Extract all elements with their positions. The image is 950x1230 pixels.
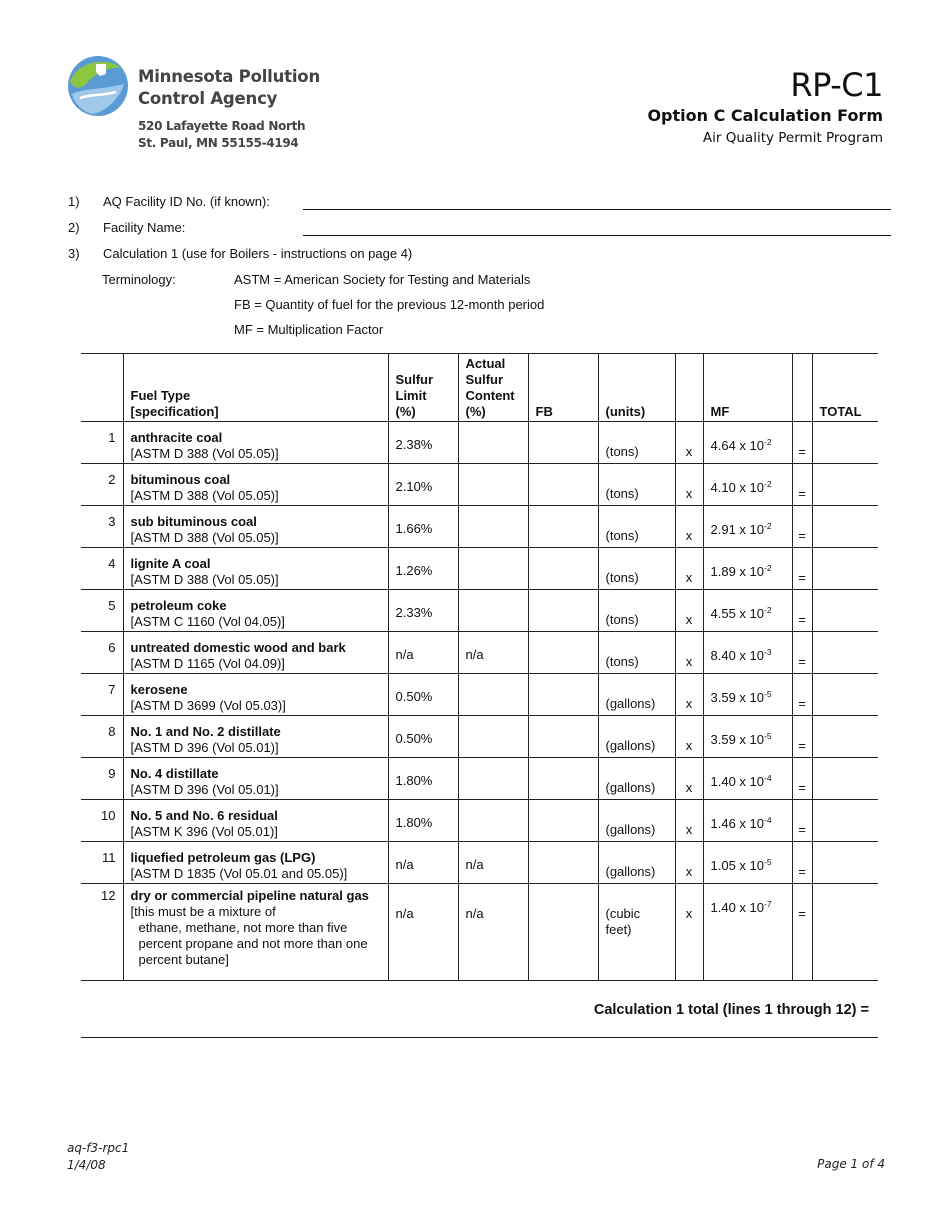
mf-exponent: -3 <box>764 647 772 657</box>
terminology-item: FB = Quantity of fuel for the previous 12-month period <box>234 297 545 312</box>
question-number: 3) <box>68 246 80 261</box>
total-input[interactable] <box>812 674 878 716</box>
equals-symbol: = <box>792 506 812 548</box>
units-cell: (tons) <box>598 464 675 506</box>
header-fuel-type <box>123 354 388 422</box>
fuel-type-cell <box>123 674 388 716</box>
facility-id-field[interactable] <box>303 209 891 210</box>
equals-symbol: = <box>792 422 812 464</box>
units-cell: (gallons) <box>598 716 675 758</box>
header-actual-sulfur <box>458 354 528 422</box>
footer-code: aq-f3-rpc1 <box>67 1141 130 1155</box>
header-total: TOTAL <box>812 354 878 422</box>
header-text: (%) <box>395 404 416 419</box>
total-input[interactable] <box>812 632 878 674</box>
units-cell: (tons) <box>598 548 675 590</box>
fuel-spec: [ASTM D 1835 (Vol 05.01 and 05.05)] <box>130 866 348 881</box>
times-symbol: x <box>675 422 703 464</box>
sulfur-limit-cell: 2.38% <box>388 422 458 464</box>
fuel-type-cell <box>123 464 388 506</box>
header-equals <box>792 354 812 422</box>
mf-base: 1.40 x 10 <box>710 774 764 789</box>
fuel-type-cell <box>123 632 388 674</box>
fb-input[interactable] <box>528 506 598 548</box>
mf-cell <box>703 758 792 800</box>
mf-exponent: -4 <box>764 773 772 783</box>
fuel-spec: [this must be a mixture of <box>130 904 276 919</box>
times-symbol: x <box>675 842 703 884</box>
fuel-calculation-table <box>81 353 878 981</box>
times-symbol: x <box>675 590 703 632</box>
mf-base: 2.91 x 10 <box>710 522 764 537</box>
equals-symbol: = <box>792 548 812 590</box>
units-line: (cubic <box>605 906 641 921</box>
sulfur-limit-cell: 1.66% <box>388 506 458 548</box>
fuel-spec-detail: ethane, methane, not more than five percent propane and not more than one percent butane] <box>138 920 368 967</box>
mf-exponent: -5 <box>764 731 772 741</box>
row-number: 6 <box>81 632 123 674</box>
mf-base: 4.64 x 10 <box>710 438 764 453</box>
footer-form-code <box>67 1140 129 1174</box>
times-symbol: x <box>675 548 703 590</box>
fuel-spec: [ASTM D 3699 (Vol 05.03)] <box>130 698 286 713</box>
total-input[interactable] <box>812 842 878 884</box>
fuel-name: petroleum coke <box>130 598 227 613</box>
actual-sulfur-input[interactable] <box>458 506 528 548</box>
units-cell: (tons) <box>598 632 675 674</box>
total-input[interactable] <box>812 758 878 800</box>
fuel-spec: [ASTM D 388 (Vol 05.05)] <box>130 488 279 503</box>
mf-cell <box>703 506 792 548</box>
row-number: 9 <box>81 758 123 800</box>
sulfur-limit-cell: 1.26% <box>388 548 458 590</box>
mf-exponent: -4 <box>764 815 772 825</box>
actual-sulfur-input[interactable] <box>458 464 528 506</box>
sulfur-limit-cell: 2.33% <box>388 590 458 632</box>
fuel-spec: [ASTM D 388 (Vol 05.05)] <box>130 446 279 461</box>
total-input[interactable] <box>812 590 878 632</box>
fuel-name: sub bituminous coal <box>130 514 257 529</box>
footer-page-number: Page 1 of 4 <box>817 1157 885 1171</box>
times-symbol: x <box>675 716 703 758</box>
units-cell: (tons) <box>598 422 675 464</box>
actual-sulfur-input[interactable] <box>458 674 528 716</box>
fuel-name: anthracite coal <box>130 430 223 445</box>
mf-base: 1.05 x 10 <box>710 858 764 873</box>
table-row <box>81 590 878 632</box>
times-symbol: x <box>675 674 703 716</box>
row-number: 1 <box>81 422 123 464</box>
sulfur-limit-cell: 0.50% <box>388 716 458 758</box>
table-row <box>81 548 878 590</box>
header-text: Sulfur <box>395 372 434 387</box>
fuel-type-cell <box>123 590 388 632</box>
fuel-name: liquefied petroleum gas (LPG) <box>130 850 316 865</box>
mf-exponent: -5 <box>764 857 772 867</box>
agency-logo <box>66 54 326 154</box>
mf-base: 4.55 x 10 <box>710 606 764 621</box>
fuel-name: bituminous coal <box>130 472 231 487</box>
form-id: RP-C1 <box>790 66 883 104</box>
mf-exponent: -2 <box>764 521 772 531</box>
row-number: 2 <box>81 464 123 506</box>
fb-input[interactable] <box>528 758 598 800</box>
fuel-type-cell <box>123 758 388 800</box>
mf-cell <box>703 548 792 590</box>
fuel-type-cell <box>123 716 388 758</box>
row-number: 7 <box>81 674 123 716</box>
times-symbol: x <box>675 800 703 842</box>
mf-base: 8.40 x 10 <box>710 648 764 663</box>
total-input[interactable] <box>812 464 878 506</box>
mf-cell <box>703 842 792 884</box>
units-line: feet) <box>605 922 632 937</box>
sulfur-limit-cell: n/a <box>388 842 458 884</box>
header-text: Actual <box>465 356 506 371</box>
fuel-spec: [ASTM D 396 (Vol 05.01)] <box>130 782 279 797</box>
sulfur-limit-cell: n/a <box>388 884 458 981</box>
table-row <box>81 506 878 548</box>
fuel-name: No. 5 and No. 6 residual <box>130 808 278 823</box>
fb-input[interactable] <box>528 842 598 884</box>
times-symbol: x <box>675 884 703 981</box>
mf-cell <box>703 422 792 464</box>
equals-symbol: = <box>792 800 812 842</box>
fuel-name: untreated domestic wood and bark <box>130 640 346 655</box>
equals-symbol: = <box>792 590 812 632</box>
times-symbol: x <box>675 506 703 548</box>
question-number: 1) <box>68 194 80 209</box>
actual-sulfur-input[interactable] <box>458 422 528 464</box>
fuel-spec: [ASTM D 388 (Vol 05.05)] <box>130 572 279 587</box>
units-cell: (gallons) <box>598 674 675 716</box>
fuel-type-cell <box>123 506 388 548</box>
header-sulfur-limit <box>388 354 458 422</box>
fuel-type-cell <box>123 548 388 590</box>
actual-sulfur-input[interactable] <box>458 800 528 842</box>
question-label: AQ Facility ID No. (if known): <box>103 194 270 209</box>
equals-symbol: = <box>792 674 812 716</box>
terminology-item: MF = Multiplication Factor <box>234 322 384 337</box>
question-label: Facility Name: <box>103 220 186 235</box>
header-fuel-spec-label: [specification] <box>130 404 219 419</box>
header-units: (units) <box>598 354 675 422</box>
units-cell: (tons) <box>598 506 675 548</box>
fb-input[interactable] <box>528 590 598 632</box>
table-row <box>81 464 878 506</box>
table-row <box>81 422 878 464</box>
actual-sulfur-input[interactable] <box>458 548 528 590</box>
equals-symbol: = <box>792 716 812 758</box>
total-input[interactable] <box>812 548 878 590</box>
form-title: Option C Calculation Form <box>647 106 883 125</box>
table-row <box>81 842 878 884</box>
header-text: Sulfur <box>465 372 504 387</box>
header-fuel-type-label: Fuel Type <box>130 388 191 403</box>
units-cell: (gallons) <box>598 758 675 800</box>
mf-cell <box>703 800 792 842</box>
table-header-row <box>81 354 878 422</box>
footer-date: 1/4/08 <box>67 1158 106 1172</box>
header-fb: FB <box>528 354 598 422</box>
form-program: Air Quality Permit Program <box>702 130 883 146</box>
row-number: 11 <box>81 842 123 884</box>
fuel-type-cell <box>123 800 388 842</box>
calculation-total-label: Calculation 1 total (lines 1 through 12) = <box>593 1002 869 1018</box>
mf-cell <box>703 884 792 981</box>
mf-base: 1.46 x 10 <box>710 816 764 831</box>
header-text: (%) <box>465 404 486 419</box>
mf-base: 4.10 x 10 <box>710 480 764 495</box>
mf-base: 3.59 x 10 <box>710 690 764 705</box>
times-symbol: x <box>675 632 703 674</box>
equals-symbol: = <box>792 758 812 800</box>
header-text: Content <box>465 388 515 403</box>
header-text: Limit <box>395 388 427 403</box>
fb-input[interactable] <box>528 548 598 590</box>
fb-input[interactable] <box>528 884 598 981</box>
fuel-spec: [ASTM D 396 (Vol 05.01)] <box>130 740 279 755</box>
calculation-total-field[interactable] <box>81 1037 878 1038</box>
fuel-type-cell <box>123 884 388 981</box>
agency-name-line2: Control Agency <box>138 89 278 108</box>
fuel-name: No. 4 distillate <box>130 766 219 781</box>
agency-name-line1: Minnesota Pollution <box>138 67 320 86</box>
total-input[interactable] <box>812 800 878 842</box>
fuel-spec: [ASTM D 388 (Vol 05.05)] <box>130 530 279 545</box>
mf-base: 1.89 x 10 <box>710 564 764 579</box>
fuel-name: dry or commercial pipeline natural gas <box>130 888 369 903</box>
mf-cell <box>703 674 792 716</box>
units-cell <box>598 884 675 981</box>
fb-input[interactable] <box>528 632 598 674</box>
table-row <box>81 758 878 800</box>
fuel-name: No. 1 and No. 2 distillate <box>130 724 281 739</box>
row-number: 4 <box>81 548 123 590</box>
units-cell: (gallons) <box>598 842 675 884</box>
row-number: 10 <box>81 800 123 842</box>
agency-name <box>138 66 320 110</box>
fb-input[interactable] <box>528 674 598 716</box>
fb-input[interactable] <box>528 464 598 506</box>
mf-exponent: -7 <box>764 899 772 909</box>
address-line2: St. Paul, MN 55155-4194 <box>138 136 299 150</box>
units-cell: (gallons) <box>598 800 675 842</box>
sulfur-limit-cell: 1.80% <box>388 758 458 800</box>
mf-exponent: -2 <box>764 437 772 447</box>
mpca-logo-icon <box>66 54 130 118</box>
table-row <box>81 632 878 674</box>
mf-cell <box>703 464 792 506</box>
fuel-spec: [ASTM C 1160 (Vol 04.05)] <box>130 614 285 629</box>
agency-address <box>138 118 305 152</box>
total-input[interactable] <box>812 506 878 548</box>
mf-exponent: -2 <box>764 479 772 489</box>
sulfur-limit-cell: 2.10% <box>388 464 458 506</box>
actual-sulfur-input[interactable]: n/a <box>458 842 528 884</box>
row-number: 12 <box>81 884 123 981</box>
mf-exponent: -2 <box>764 605 772 615</box>
question-label: Calculation 1 (use for Boilers - instructions on page 4) <box>103 246 413 261</box>
mf-cell <box>703 590 792 632</box>
terminology-label: Terminology: <box>102 272 176 287</box>
actual-sulfur-input[interactable] <box>458 716 528 758</box>
fb-input[interactable] <box>528 716 598 758</box>
facility-name-field[interactable] <box>303 235 891 236</box>
times-symbol: x <box>675 464 703 506</box>
units-cell: (tons) <box>598 590 675 632</box>
mf-cell <box>703 632 792 674</box>
fuel-type-cell <box>123 842 388 884</box>
sulfur-limit-cell: 0.50% <box>388 674 458 716</box>
header-times <box>675 354 703 422</box>
actual-sulfur-input[interactable] <box>458 758 528 800</box>
fuel-spec: [ASTM D 1165 (Vol 04.09)] <box>130 656 285 671</box>
times-symbol: x <box>675 758 703 800</box>
table-row <box>81 716 878 758</box>
fuel-name: lignite A coal <box>130 556 211 571</box>
mf-exponent: -5 <box>764 689 772 699</box>
mf-base: 3.59 x 10 <box>710 732 764 747</box>
total-input[interactable] <box>812 422 878 464</box>
row-number: 5 <box>81 590 123 632</box>
equals-symbol: = <box>792 884 812 981</box>
total-input[interactable] <box>812 716 878 758</box>
table-row <box>81 800 878 842</box>
fuel-type-cell <box>123 422 388 464</box>
actual-sulfur-input[interactable]: n/a <box>458 632 528 674</box>
equals-symbol: = <box>792 464 812 506</box>
actual-sulfur-input[interactable] <box>458 590 528 632</box>
equals-symbol: = <box>792 632 812 674</box>
equals-symbol: = <box>792 842 812 884</box>
fuel-spec: [ASTM K 396 (Vol 05.01)] <box>130 824 278 839</box>
fuel-name: kerosene <box>130 682 188 697</box>
fb-input[interactable] <box>528 422 598 464</box>
fb-input[interactable] <box>528 800 598 842</box>
address-line1: 520 Lafayette Road North <box>138 119 306 133</box>
question-number: 2) <box>68 220 80 235</box>
total-input[interactable] <box>812 884 878 981</box>
row-number: 8 <box>81 716 123 758</box>
mf-exponent: -2 <box>764 563 772 573</box>
sulfur-limit-cell: n/a <box>388 632 458 674</box>
row-number: 3 <box>81 506 123 548</box>
mf-cell <box>703 716 792 758</box>
terminology-item: ASTM = American Society for Testing and Materials <box>234 272 531 287</box>
table-row-12 <box>81 884 878 981</box>
table-row <box>81 674 878 716</box>
header-mf: MF <box>703 354 792 422</box>
sulfur-limit-cell: 1.80% <box>388 800 458 842</box>
actual-sulfur-input[interactable]: n/a <box>458 884 528 981</box>
mf-base: 1.40 x 10 <box>710 900 764 915</box>
header-line-number <box>81 354 123 422</box>
